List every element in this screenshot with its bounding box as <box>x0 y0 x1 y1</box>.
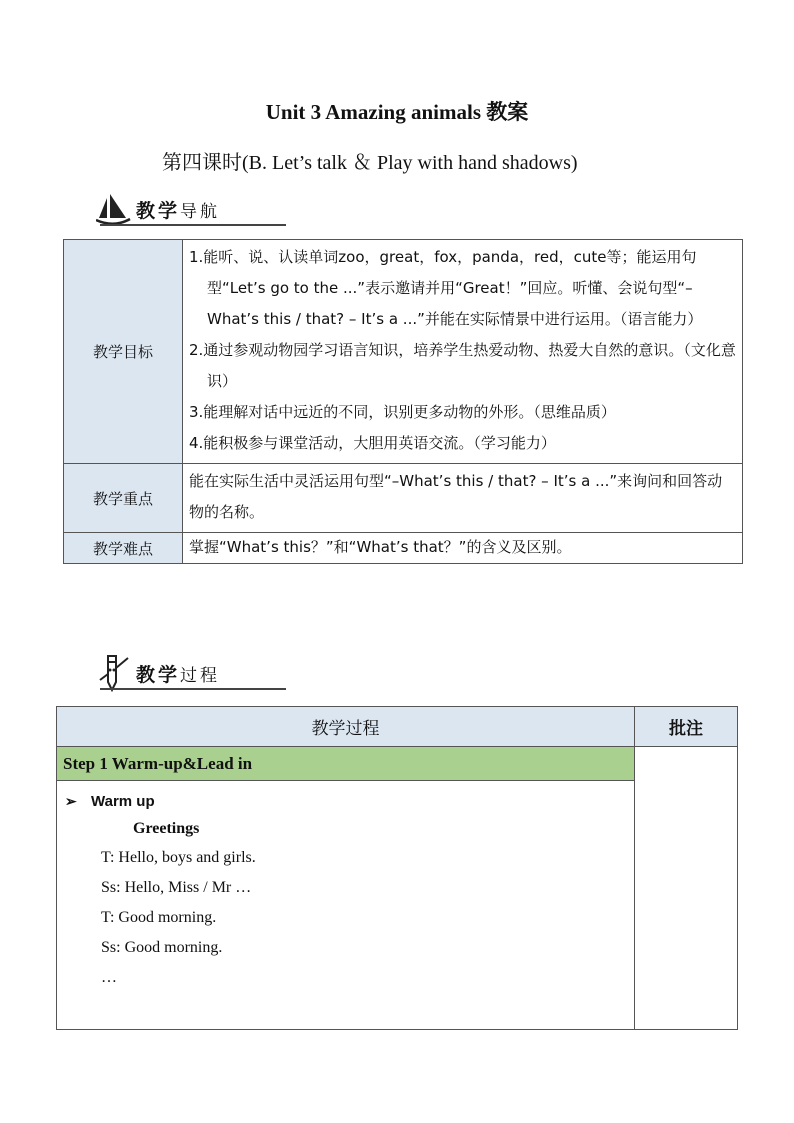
key-points-label: 教学重点 <box>64 464 183 533</box>
difficult-points-content: 掌握“What’s this？”和“What’s that？”的含义及区别。 <box>183 533 743 564</box>
pencil-figure-icon <box>96 652 132 692</box>
dialogue-line: Ss: Good morning. <box>101 939 223 956</box>
key-points-content: 能在实际生活中灵活运用句型“–What’s this / that? – It’s a ...”来询问和回答动物的名称。 <box>183 464 743 533</box>
lesson-subtitle: 第四课时(B. Let’s talk ＆ Play with hand shadows) <box>162 152 578 174</box>
goal-item: 2.通过参观动物园学习语言知识，培养学生热爱动物、热爱大自然的意识。（文化意识） <box>189 341 736 390</box>
arrow-bullet-icon: ➢ <box>65 793 77 809</box>
process-heading-rest: 过程 <box>180 666 221 686</box>
table-row <box>64 533 743 564</box>
guide-heading-rest: 导航 <box>180 202 221 222</box>
dialogue-line: T: Hello, boys and girls. <box>101 849 256 866</box>
warm-up-bullet <box>65 793 626 810</box>
greetings-heading: Greetings <box>133 820 200 837</box>
table-row <box>64 464 743 533</box>
process-heading-bold: 教学 <box>136 664 181 686</box>
table-header-row <box>57 707 738 747</box>
dialogue-line: T: Good morning. <box>101 909 217 926</box>
sailboat-icon <box>96 192 132 226</box>
goals-label: 教学目标 <box>64 240 183 464</box>
goal-item: 3.能理解对话中远近的不同，识别更多动物的外形。（思维品质） <box>189 403 616 421</box>
warm-up-label: Warm up <box>91 793 155 810</box>
heading-underline <box>100 688 286 690</box>
dialogue-line: … <box>101 969 117 986</box>
guide-section-heading <box>96 192 286 232</box>
goal-item: 4.能积极参与课堂活动，大胆用英语交流。（学习能力） <box>189 434 556 452</box>
step-body <box>57 781 635 1030</box>
notes-column-header: 批注 <box>635 707 738 747</box>
notes-cell[interactable] <box>635 747 738 1030</box>
teaching-process-table <box>56 706 738 1030</box>
difficult-points-label: 教学难点 <box>64 533 183 564</box>
process-column-header: 教学过程 <box>57 707 635 747</box>
goals-content <box>183 240 743 464</box>
table-row <box>57 747 738 781</box>
table-row <box>64 240 743 464</box>
heading-underline <box>100 224 286 226</box>
dialogue-line: Ss: Hello, Miss / Mr … <box>101 879 252 896</box>
process-section-heading <box>96 656 286 696</box>
teaching-guide-table <box>63 239 743 564</box>
step-title: Step 1 Warm-up&Lead in <box>57 747 635 781</box>
guide-heading-bold: 教学 <box>136 200 181 222</box>
document-title: Unit 3 Amazing animals 教案 <box>265 100 529 124</box>
goal-item: 1.能听、说、认读单词zoo，great，fox，panda，red，cute等；能运用句型“Let’s go to the ...”表示邀请并用“Great！”回应。听懂、会说句型“– What’s this / that? – It’s a ...”并能在实际情景中进行运用。（语言能力） <box>189 248 703 328</box>
